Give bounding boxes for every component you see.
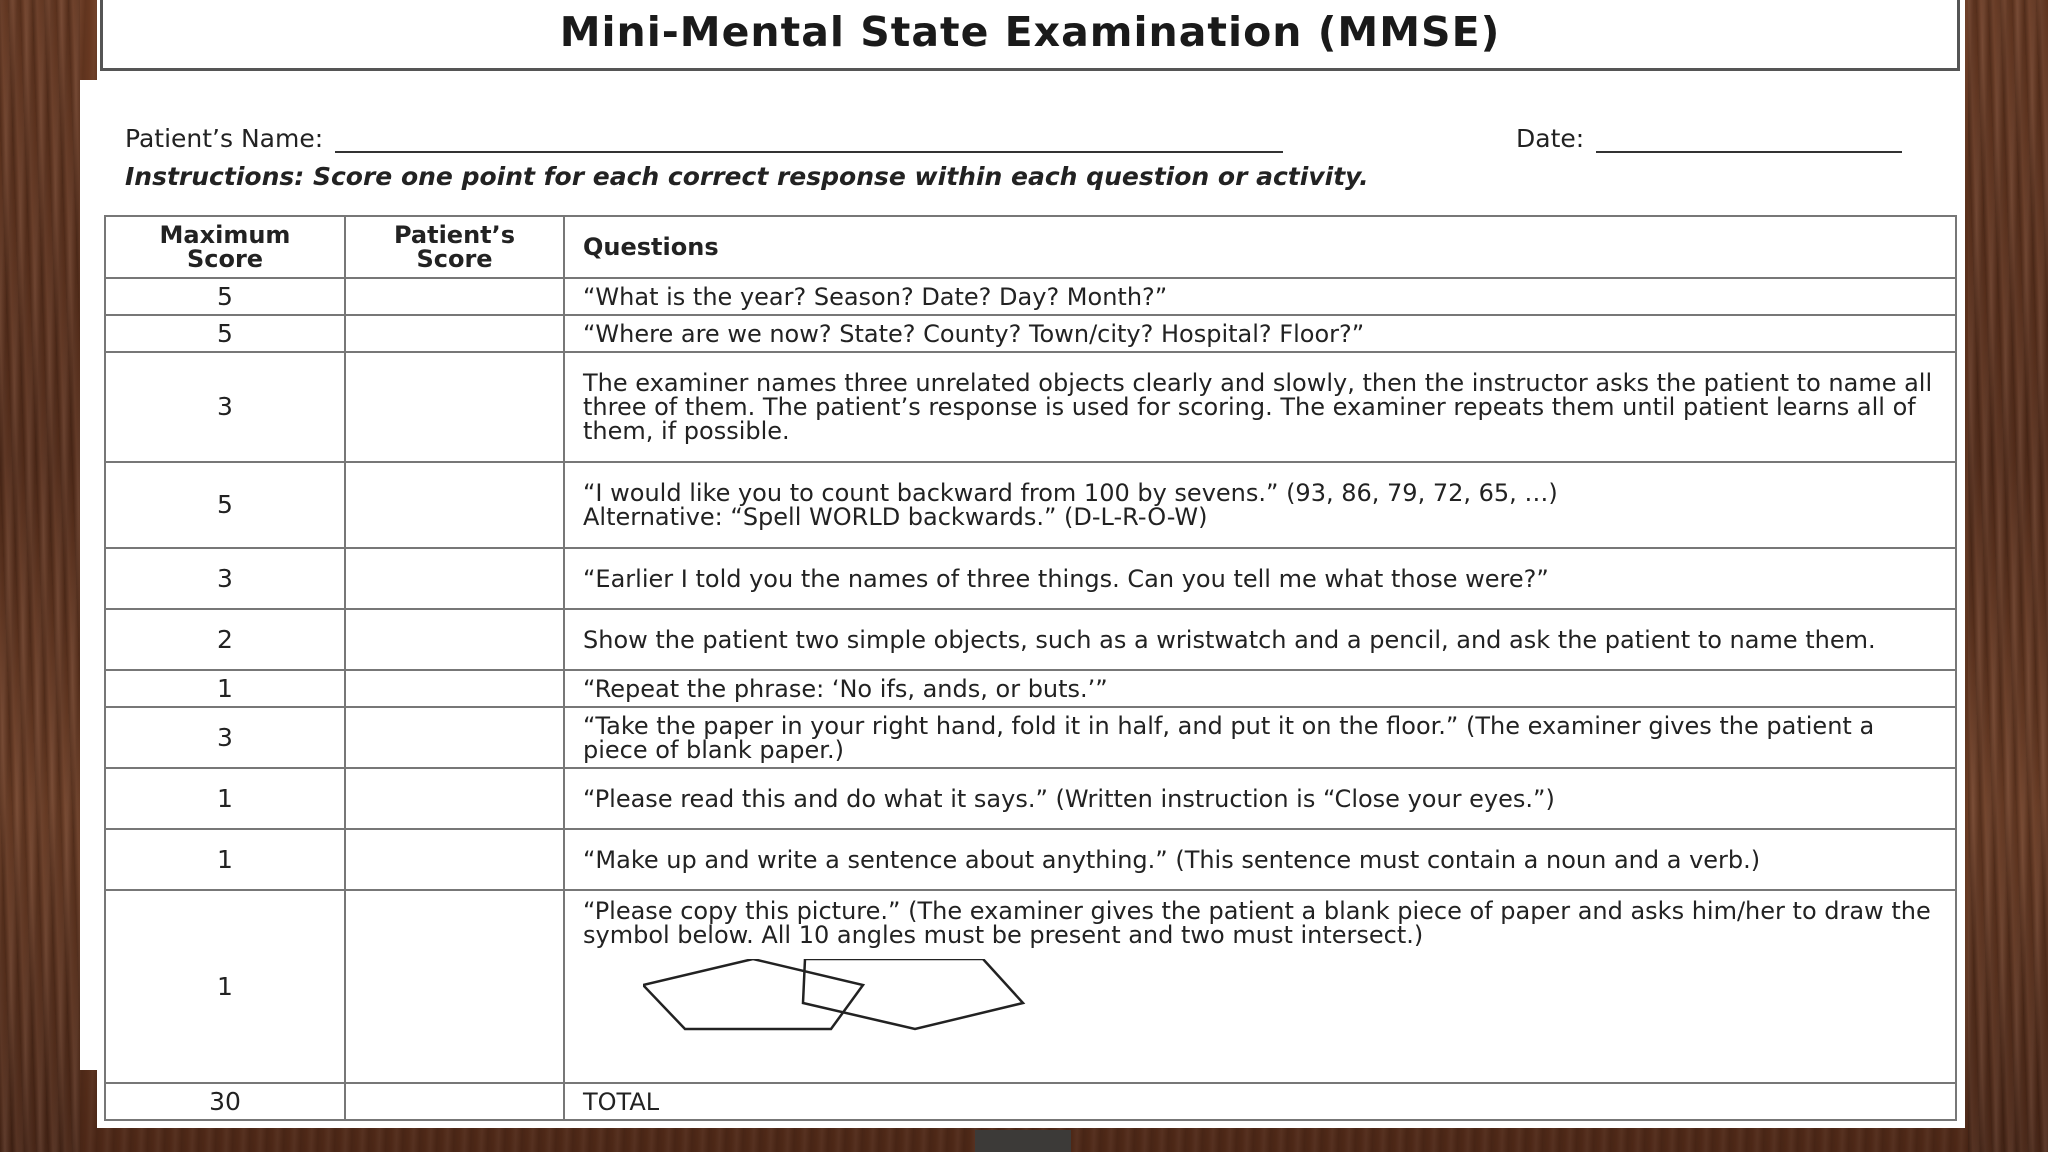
table-row <box>105 707 1956 768</box>
date-label: Date: <box>1516 124 1585 153</box>
question-cell <box>564 890 1956 1083</box>
total-label: TOTAL <box>564 1083 1956 1120</box>
table-row <box>105 670 1956 707</box>
wood-background-right <box>1968 0 2048 1152</box>
patient-name-blank[interactable] <box>335 121 1283 153</box>
total-max-score: 30 <box>105 1083 345 1120</box>
table-row <box>105 890 1956 1083</box>
question-cell: “What is the year? Season? Date? Day? Month?” <box>564 278 1956 315</box>
table-row <box>105 609 1956 670</box>
patient-score-cell[interactable] <box>345 315 564 352</box>
max-score-cell: 3 <box>105 548 345 609</box>
instructions: Instructions: Score one point for each correct response within each question or activity. <box>125 162 1369 191</box>
left-pentagon <box>643 959 863 1029</box>
max-score-cell: 1 <box>105 890 345 1083</box>
mmse-table <box>104 215 1957 1121</box>
question-cell: “Earlier I told you the names of three things. Can you tell me what those were?” <box>564 548 1956 609</box>
table-row <box>105 278 1956 315</box>
patient-score-cell[interactable] <box>345 609 564 670</box>
table-row <box>105 768 1956 829</box>
max-score-cell: 5 <box>105 315 345 352</box>
right-pentagon <box>803 959 1023 1029</box>
patient-score-cell[interactable] <box>345 278 564 315</box>
question-cell: “Repeat the phrase: ‘No ifs, ands, or buts.’” <box>564 670 1956 707</box>
wood-background-left <box>0 0 80 1152</box>
patient-score-cell[interactable] <box>345 707 564 768</box>
intersecting-pentagons-figure <box>643 959 1043 1039</box>
title-box <box>100 0 1960 71</box>
max-score-cell: 1 <box>105 768 345 829</box>
patient-name-label: Patient’s Name: <box>125 124 324 153</box>
question-cell: “Where are we now? State? County? Town/city? Hospital? Floor?” <box>564 315 1956 352</box>
patient-score-cell[interactable] <box>345 352 564 462</box>
table-row <box>105 829 1956 890</box>
patient-name-field <box>125 113 1283 153</box>
max-score-cell: 5 <box>105 462 345 548</box>
patient-score-cell[interactable] <box>345 829 564 890</box>
copy-picture-instruction: “Please copy this picture.” (The examiner gives the patient a blank piece of paper and asks him/her to draw the symbol below. All 10 angles must be present and two must intersect.) <box>583 897 1931 949</box>
max-score-cell: 3 <box>105 352 345 462</box>
form-sheet-edge <box>80 80 104 1070</box>
table-row <box>105 462 1956 548</box>
max-score-cell: 2 <box>105 609 345 670</box>
table-row <box>105 548 1956 609</box>
stand-post <box>975 1130 1071 1152</box>
date-field <box>1516 113 1902 153</box>
max-score-cell: 5 <box>105 278 345 315</box>
table-row <box>105 315 1956 352</box>
max-score-cell: 3 <box>105 707 345 768</box>
form-title: Mini-Mental State Examination (MMSE) <box>559 8 1501 56</box>
patient-score-cell[interactable] <box>345 670 564 707</box>
total-row <box>105 1083 1956 1120</box>
question-cell: “Please read this and do what it says.” (Written instruction is “Close your eyes.”) <box>564 768 1956 829</box>
question-cell: “Make up and write a sentence about anything.” (This sentence must contain a noun and a verb.) <box>564 829 1956 890</box>
patient-score-cell[interactable] <box>345 768 564 829</box>
max-score-header: Maximum Score <box>105 216 345 278</box>
questions-header: Questions <box>564 216 1956 278</box>
date-blank[interactable] <box>1596 121 1902 153</box>
question-cell: “Take the paper in your right hand, fold it in half, and put it on the floor.” (The examiner gives the patient a piece of blank paper.) <box>564 707 1956 768</box>
patient-score-header: Patient’s Score <box>345 216 564 278</box>
question-cell: Show the patient two simple objects, such as a wristwatch and a pencil, and ask the patient to name them. <box>564 609 1956 670</box>
patient-score-cell[interactable] <box>345 462 564 548</box>
table-row <box>105 352 1956 462</box>
question-cell: The examiner names three unrelated objects clearly and slowly, then the instructor asks the patient to name all three of them. The patient’s response is used for scoring. The examiner repeats them until patient learns all of them, if possible. <box>564 352 1956 462</box>
header-row <box>105 216 1956 278</box>
patient-score-cell[interactable] <box>345 890 564 1083</box>
max-score-cell: 1 <box>105 670 345 707</box>
max-score-cell: 1 <box>105 829 345 890</box>
total-patient-score[interactable] <box>345 1083 564 1120</box>
question-cell: “I would like you to count backward from 100 by sevens.” (93, 86, 79, 72, 65, …) Alternative: “Spell WORLD backwards.” (D-L-R-O-W) <box>564 462 1956 548</box>
patient-score-cell[interactable] <box>345 548 564 609</box>
